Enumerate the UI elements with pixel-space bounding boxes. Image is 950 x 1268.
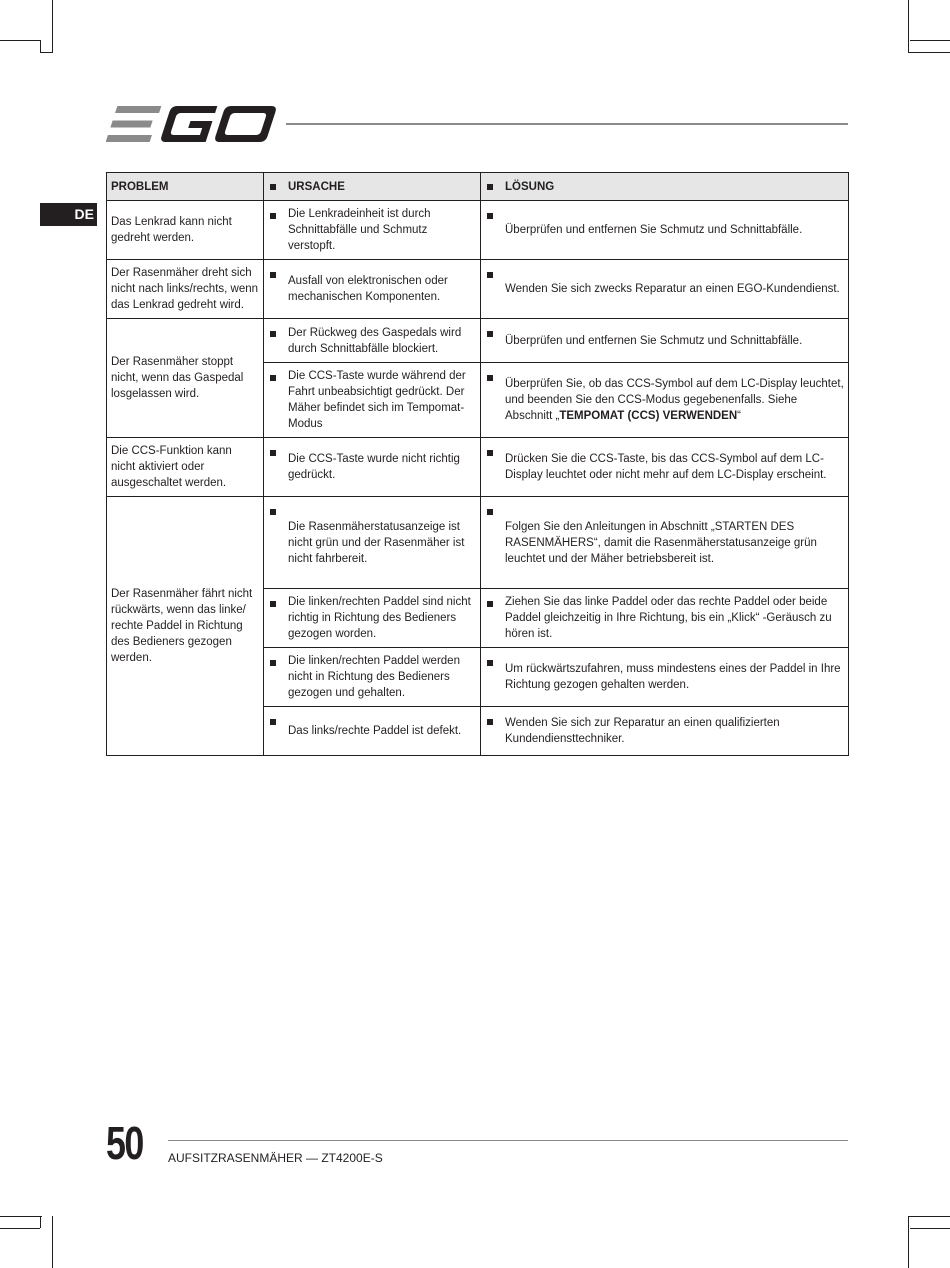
cause-cell (264, 497, 481, 589)
crop-mark (908, 1216, 950, 1217)
crop-mark (52, 0, 53, 52)
bullet-icon (487, 719, 493, 725)
cause-cell (264, 319, 481, 363)
solution-text: Überprüfen Sie, ob das CCS-Symbol auf dem LC-Display leuchtet, und beenden Sie den CCS-Modus gegebenenfalls. Siehe Abschnitt „ (505, 378, 844, 422)
header-solution (481, 173, 849, 201)
table-row (107, 497, 849, 589)
table-row (107, 201, 849, 260)
cause-cell (264, 363, 481, 438)
bullet-icon (487, 184, 493, 190)
problem-cell: Der Rasenmäher dreht sich nicht nach links/rechts, wenn das Lenkrad gedreht wird. (107, 260, 264, 319)
solution-cell (481, 260, 849, 319)
solution-text: Drücken Sie die CCS-Taste, bis das CCS-Symbol auf dem LC-Display leuchtet oder nicht mehr auf dem LC-Display erscheint. (505, 453, 827, 481)
cause-text: Das links/rechte Paddel ist defekt. (288, 725, 462, 737)
solution-cell (481, 438, 849, 497)
crop-mark (40, 40, 41, 52)
solution-text: Wenden Sie sich zur Reparatur an einen qualifizierten Kundendiensttechniker. (505, 717, 780, 745)
footer-title: AUFSITZRASENMÄHER — ZT4200E-S (168, 1151, 383, 1165)
bullet-icon (270, 272, 276, 278)
solution-cell (481, 363, 849, 438)
crop-mark (910, 40, 950, 41)
crop-mark (0, 40, 40, 41)
bullet-icon (487, 660, 493, 666)
language-tab: DE (40, 203, 97, 226)
bullet-icon (487, 272, 493, 278)
bullet-icon (270, 719, 276, 725)
footer-rule (168, 1140, 848, 1141)
solution-cell (481, 707, 849, 756)
solution-cell (481, 589, 849, 648)
cause-text: Die linken/rechten Paddel werden nicht in Richtung des Bedieners gezogen und gehalten. (288, 655, 460, 699)
bullet-icon (487, 509, 493, 515)
table-header-row (107, 173, 849, 201)
crop-mark (908, 0, 909, 52)
cause-text: Ausfall von elektronischen oder mechanischen Komponenten. (288, 275, 448, 303)
solution-cell (481, 497, 849, 589)
bullet-icon (270, 184, 276, 190)
bullet-icon (270, 375, 276, 381)
cause-text: Die linken/rechten Paddel sind nicht richtig in Richtung des Bedieners gezogen worden. (288, 596, 471, 640)
crop-mark (0, 1228, 40, 1229)
problem-cell: Das Lenkrad kann nicht gedreht werden. (107, 201, 264, 260)
solution-cell (481, 648, 849, 707)
cause-cell (264, 648, 481, 707)
header-solution-label: LÖSUNG (505, 180, 555, 193)
header-problem: PROBLEM (107, 173, 264, 201)
cause-text: Die Rasenmäherstatusanzeige ist nicht grün und der Rasenmäher ist nicht fahrbereit. (288, 520, 465, 565)
problem-cell: Der Rasenmäher fährt nicht rückwärts, wenn das linke/ rechte Paddel in Richtung des Bedieners gezogen werden. (107, 497, 264, 756)
table-row (107, 319, 849, 363)
bullet-icon (487, 601, 493, 607)
table-row (107, 438, 849, 497)
solution-text: Überprüfen und entfernen Sie Schmutz und Schnittabfälle. (505, 224, 803, 236)
solution-text: Ziehen Sie das linke Paddel oder das rechte Paddel oder beide Paddel gleichzeitig in Ihre Richtung, bis ein „Klick“ -Geräusch zu hören ist. (505, 596, 832, 640)
bullet-icon (270, 660, 276, 666)
bullet-icon (487, 213, 493, 219)
cause-text: Die Lenkradeinheit ist durch Schnittabfälle und Schmutz verstopft. (288, 208, 431, 252)
bullet-icon (487, 375, 493, 381)
bullet-icon (270, 213, 276, 219)
solution-text-end: “ (737, 410, 741, 422)
table-row (107, 260, 849, 319)
crop-mark (910, 1228, 950, 1229)
problem-cell: Der Rasenmäher stoppt nicht, wenn das Gaspedal losgelassen wird. (107, 319, 264, 438)
section-reference: TEMPOMAT (CCS) VERWENDEN (559, 410, 738, 422)
crop-mark (40, 52, 53, 53)
bullet-icon (487, 450, 493, 456)
cause-cell (264, 707, 481, 756)
crop-mark (908, 52, 950, 53)
bullet-icon (270, 331, 276, 337)
bullet-icon (270, 450, 276, 456)
troubleshooting-table (106, 172, 849, 756)
bullet-icon (270, 509, 276, 515)
page-number: 50 (106, 1117, 143, 1169)
solution-text: Überprüfen und entfernen Sie Schmutz und Schnittabfälle. (505, 334, 803, 347)
solution-text: Folgen Sie den Anleitungen in Abschnitt „STARTEN DES RASENMÄHERS“, damit die Rasenmäherstatusanzeige grün leuchtet und der Mäher betriebsbereit ist. (505, 520, 817, 565)
cause-text: Die CCS-Taste wurde nicht richtig gedrückt. (288, 453, 460, 481)
bullet-icon (270, 601, 276, 607)
crop-mark (40, 1216, 41, 1228)
cause-cell (264, 438, 481, 497)
crop-mark (0, 1216, 42, 1217)
cause-text: Der Rückweg des Gaspedals wird durch Schnittabfälle blockiert. (288, 326, 462, 355)
cause-cell (264, 589, 481, 648)
solution-text: Um rückwärtszufahren, muss mindestens eines der Paddel in Ihre Richtung gezogen gehalten werden. (505, 663, 841, 691)
header-cause-label: URSACHE (288, 180, 345, 193)
solution-cell (481, 201, 849, 260)
header-cause (264, 173, 481, 201)
solution-cell (481, 319, 849, 363)
bullet-icon (487, 331, 493, 337)
cause-cell (264, 260, 481, 319)
problem-cell: Die CCS-Funktion kann nicht aktiviert oder ausgeschaltet werden. (107, 438, 264, 497)
crop-mark (52, 1216, 53, 1268)
cause-text: Die CCS-Taste wurde während der Fahrt unbeabsichtigt gedrückt. Der Mäher befindet sich im Tempomat-Modus (288, 370, 466, 430)
ego-logo (106, 104, 276, 144)
crop-mark (908, 1216, 909, 1268)
header-rule (286, 123, 848, 125)
solution-text: Wenden Sie sich zwecks Reparatur an einen EGO-Kundendienst. (505, 283, 840, 295)
cause-cell (264, 201, 481, 260)
